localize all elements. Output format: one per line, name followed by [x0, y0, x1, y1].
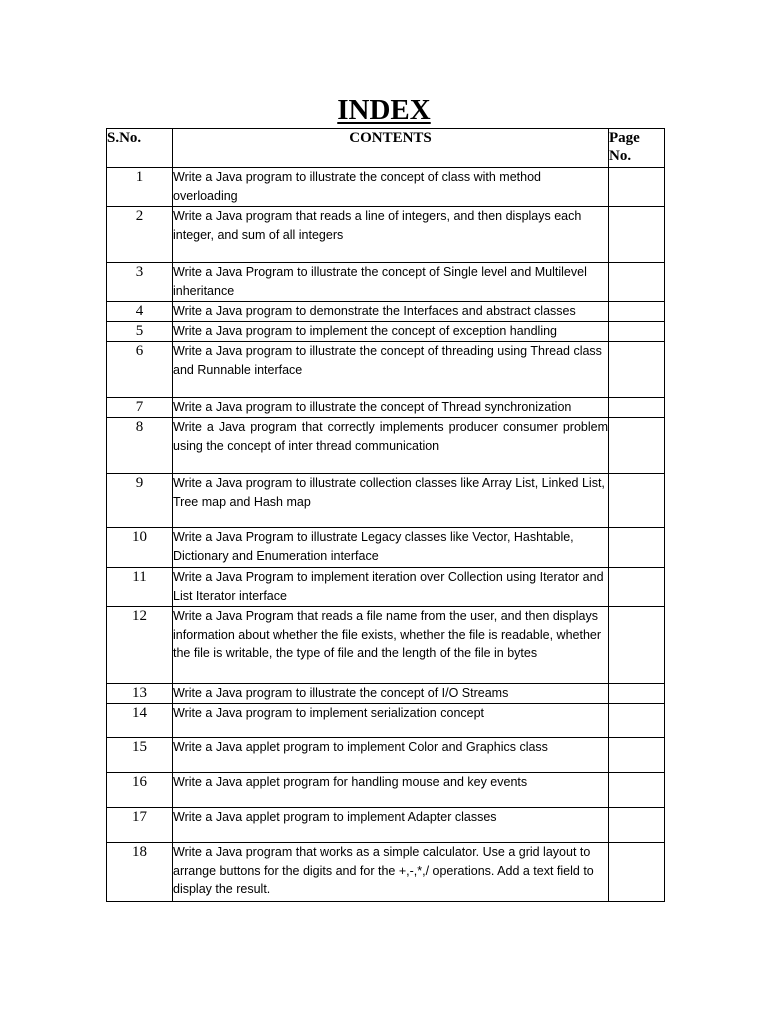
row-contents: Write a Java program to illustrate the concept of Thread synchronization	[173, 398, 609, 418]
table-row	[107, 342, 665, 398]
row-number: 10	[107, 528, 173, 568]
row-page-no	[609, 342, 665, 398]
row-page-no	[609, 704, 665, 738]
row-page-no	[609, 418, 665, 474]
row-contents: Write a Java program that correctly implements producer consumer problem using the concept of inter thread communication	[173, 418, 609, 474]
row-contents: Write a Java program to illustrate the concept of I/O Streams	[173, 684, 609, 704]
row-contents: Write a Java program to illustrate collection classes like Array List, Linked List, Tree map and Hash map	[173, 474, 609, 528]
table-row	[107, 704, 665, 738]
header-contents: CONTENTS	[173, 129, 609, 168]
row-number: 3	[107, 263, 173, 302]
row-number: 11	[107, 568, 173, 607]
row-number: 2	[107, 207, 173, 263]
table-row	[107, 684, 665, 704]
table-row	[107, 207, 665, 263]
row-contents: Write a Java applet program to implement Color and Graphics class	[173, 738, 609, 773]
table-row	[107, 302, 665, 322]
row-contents: Write a Java program to implement serialization concept	[173, 704, 609, 738]
table-row	[107, 528, 665, 568]
row-page-no	[609, 322, 665, 342]
table-row	[107, 398, 665, 418]
index-table	[106, 128, 665, 902]
row-number: 7	[107, 398, 173, 418]
row-contents: Write a Java Program to illustrate Legacy classes like Vector, Hashtable, Dictionary and Enumeration interface	[173, 528, 609, 568]
table-row	[107, 322, 665, 342]
row-contents: Write a Java program to illustrate the concept of class with method overloading	[173, 168, 609, 207]
row-page-no	[609, 738, 665, 773]
row-page-no	[609, 168, 665, 207]
row-page-no	[609, 207, 665, 263]
row-contents: Write a Java Program to implement iteration over Collection using Iterator and List Iterator interface	[173, 568, 609, 607]
header-sno: S.No.	[107, 129, 173, 168]
table-row	[107, 418, 665, 474]
row-number: 18	[107, 843, 173, 902]
row-number: 8	[107, 418, 173, 474]
row-contents: Write a Java program that reads a line of integers, and then displays each integer, and sum of all integers	[173, 207, 609, 263]
table-row	[107, 808, 665, 843]
table-row	[107, 568, 665, 607]
row-page-no	[609, 302, 665, 322]
table-row	[107, 738, 665, 773]
table-row	[107, 773, 665, 808]
row-page-no	[609, 773, 665, 808]
table-row	[107, 263, 665, 302]
row-number: 4	[107, 302, 173, 322]
row-number: 9	[107, 474, 173, 528]
row-number: 12	[107, 607, 173, 684]
row-number: 16	[107, 773, 173, 808]
row-contents: Write a Java Program that reads a file name from the user, and then displays information about whether the file exists, whether the file is readable, whether the file is writable, the type of file and the length of the file in bytes	[173, 607, 609, 684]
row-number: 6	[107, 342, 173, 398]
table-row	[107, 607, 665, 684]
row-number: 14	[107, 704, 173, 738]
row-page-no	[609, 528, 665, 568]
row-number: 15	[107, 738, 173, 773]
row-contents: Write a Java applet program to implement Adapter classes	[173, 808, 609, 843]
row-page-no	[609, 684, 665, 704]
row-page-no	[609, 568, 665, 607]
row-contents: Write a Java program to illustrate the concept of threading using Thread class and Runnable interface	[173, 342, 609, 398]
row-page-no	[609, 843, 665, 902]
row-page-no	[609, 263, 665, 302]
table-header-row	[107, 129, 665, 168]
row-number: 13	[107, 684, 173, 704]
row-page-no	[609, 474, 665, 528]
row-number: 17	[107, 808, 173, 843]
row-contents: Write a Java Program to illustrate the concept of Single level and Multilevel inheritance	[173, 263, 609, 302]
row-number: 1	[107, 168, 173, 207]
row-contents: Write a Java applet program for handling mouse and key events	[173, 773, 609, 808]
page-title: INDEX	[337, 94, 431, 126]
row-page-no	[609, 808, 665, 843]
row-contents: Write a Java program to implement the concept of exception handling	[173, 322, 609, 342]
header-page-no: Page No.	[609, 129, 665, 168]
table-row	[107, 168, 665, 207]
table-row	[107, 474, 665, 528]
table-row	[107, 843, 665, 902]
row-contents: Write a Java program to demonstrate the Interfaces and abstract classes	[173, 302, 609, 322]
row-contents: Write a Java program that works as a simple calculator. Use a grid layout to arrange buttons for the digits and for the +,-,*,/ operations. Add a text field to display the result.	[173, 843, 609, 902]
row-page-no	[609, 398, 665, 418]
row-page-no	[609, 607, 665, 684]
row-number: 5	[107, 322, 173, 342]
